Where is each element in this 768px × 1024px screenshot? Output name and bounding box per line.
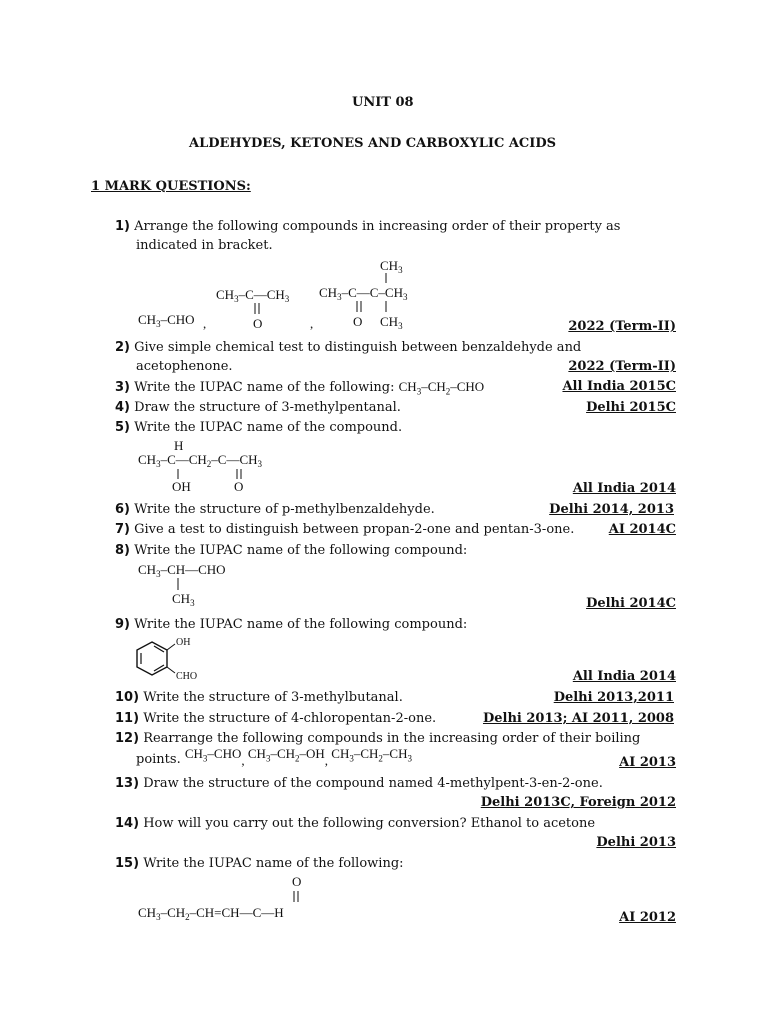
question-4: 4) Draw the structure of 3-methylpentanal.: [115, 400, 401, 415]
question-7-ref: AI 2014C: [608, 522, 676, 537]
section-heading: 1 MARK QUESTIONS:: [91, 179, 251, 194]
svg-text:OH: OH: [176, 637, 191, 648]
question-1-line2: indicated in bracket.: [136, 238, 273, 253]
svg-text:O: O: [292, 874, 302, 889]
svg-text:CH3–C—C–CH3: $CH_3-C—C-CH_3$: [319, 285, 408, 302]
svg-text:CH3: $CH_3$: [380, 258, 403, 275]
svg-text:CH3: $CH_3$: [172, 591, 195, 608]
question-9-ref: All India 2014: [572, 669, 676, 684]
question-1-ref: 2022 (Term-II): [568, 319, 676, 334]
question-10-ref: Delhi 2013,2011: [553, 690, 674, 705]
svg-text:CH3: $CH_3$: [380, 314, 403, 331]
question-15-structure: [130, 872, 360, 924]
question-14-ref: Delhi 2013: [596, 835, 676, 850]
question-1-structures: [130, 252, 460, 334]
svg-text:O: O: [253, 316, 263, 331]
svg-text:H: H: [174, 438, 184, 453]
question-12: 12) Rearrange the following compounds in the increasing order of their boiling: [115, 731, 641, 746]
question-5-ref: All India 2014: [572, 481, 676, 496]
question-15-ref: AI 2012: [619, 910, 676, 925]
question-9-structure: [130, 632, 230, 682]
svg-text:CHO: CHO: [176, 671, 198, 682]
question-11: 11) Write the structure of 4-chloropentan-2-one.: [115, 711, 437, 726]
question-7: 7) Give a test to distinguish between propan-2-one and pentan-3-one.: [115, 522, 575, 537]
question-3: 3) Write the IUPAC name of the following: $CH_3-CH_2$–CHO: [115, 379, 485, 397]
question-5-structure: [130, 436, 330, 496]
unit-heading: UNIT 08: [352, 95, 414, 110]
question-6: 6) Write the structure of p-methylbenzaldehyde.: [115, 502, 435, 517]
svg-text:CH3–CH—CHO: $CH_3-CH—CHO$: [138, 562, 226, 579]
question-11-ref: Delhi 2013; AI 2011, 2008: [482, 711, 674, 726]
question-2-line2: acetophenone.: [136, 359, 233, 374]
question-2: 2) Give simple chemical test to distinguish between benzaldehyde and: [115, 340, 582, 355]
question-10: 10) Write the structure of 3-methylbutanal.: [115, 690, 403, 705]
svg-text:CH3–C—CH2–C—CH3: $CH_3-C—CH_2-C—CH_3$: [138, 452, 263, 469]
question-13: 13) Draw the structure of the compound named 4-methylpent-3-en-2-one.: [115, 776, 603, 791]
chapter-title: ALDEHYDES, KETONES AND CARBOXYLIC ACIDS: [189, 136, 557, 151]
svg-text:CH3–C—CH3: $CH_3-C—CH_3$: [216, 287, 290, 304]
question-4-ref: Delhi 2015C: [586, 400, 676, 415]
question-12-ref: AI 2013: [619, 755, 676, 770]
question-15: 15) Write the IUPAC name of the following:: [115, 856, 404, 871]
question-8-ref: Delhi 2014C: [586, 596, 676, 611]
question-9: 9) Write the IUPAC name of the following compound:: [115, 617, 468, 632]
svg-text:,: ,: [310, 316, 314, 331]
question-5: 5) Write the IUPAC name of the compound.: [115, 420, 403, 435]
svg-text:CH3–CHO: $CH_3$–CHO: [138, 312, 195, 329]
svg-text:,: ,: [203, 316, 207, 331]
question-8: 8) Write the IUPAC name of the following compound:: [115, 543, 468, 558]
svg-text:CH3–CH2–CH=CH—C—H: $CH_3-CH_2-CH=CH—C—H$: [138, 905, 284, 922]
question-2-ref: 2022 (Term-II): [568, 359, 676, 374]
question-14: 14) How will you carry out the following conversion? Ethanol to acetone: [115, 816, 596, 831]
question-8-structure: [130, 558, 290, 610]
question-12-line2: points. $CH_3$–CHO, $CH_3-CH_2-OH$, $CH_3-CH_2-CH_3$: [136, 746, 412, 768]
question-3-ref: All India 2015C: [562, 379, 676, 394]
svg-text:O: O: [353, 314, 363, 329]
svg-text:O: O: [234, 479, 244, 494]
question-6-ref: Delhi 2014, 2013: [549, 502, 674, 517]
question-13-ref: Delhi 2013C, Foreign 2012: [480, 795, 676, 810]
svg-text:OH: OH: [172, 479, 191, 494]
question-1: 1) Arrange the following compounds in increasing order of their property as: [115, 219, 621, 234]
